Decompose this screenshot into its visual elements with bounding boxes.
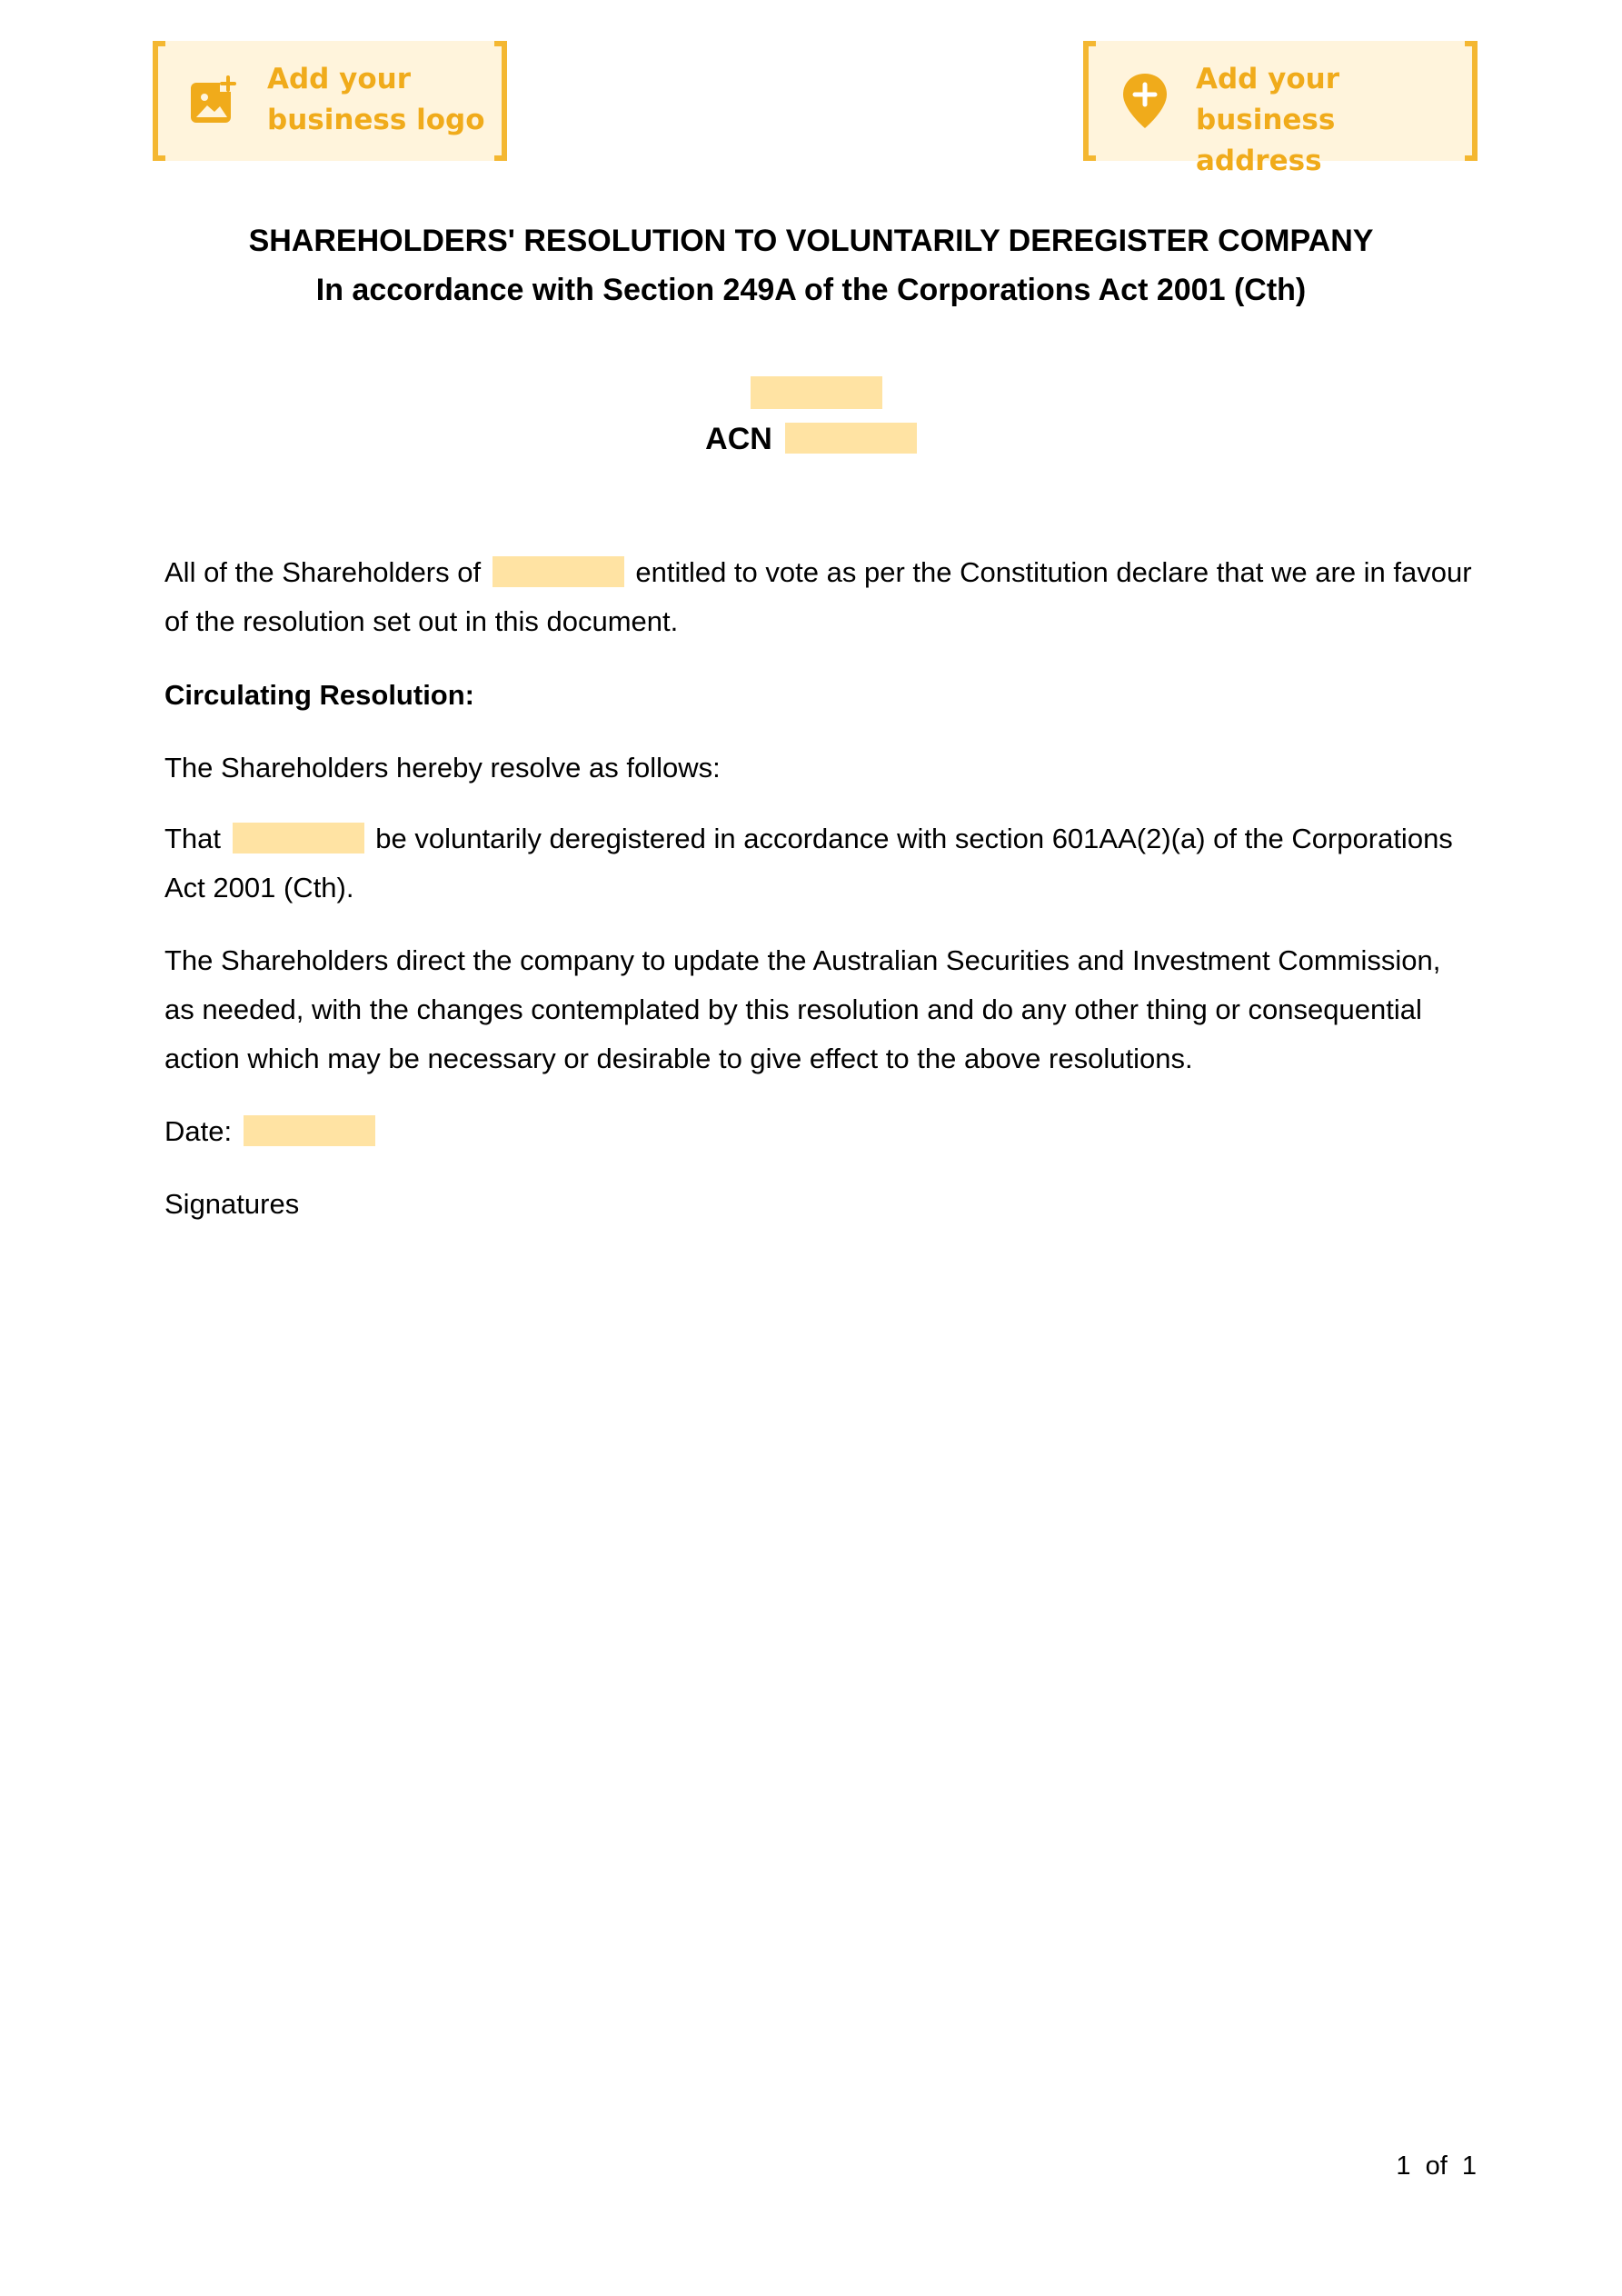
page-number <box>1396 2148 1477 2184</box>
left-bracket <box>1083 41 1096 161</box>
intro-paragraph <box>164 548 1473 646</box>
page-current: 1 <box>1396 2151 1411 2181</box>
circulating-resolution-heading: Circulating Resolution: <box>164 679 474 711</box>
add-logo-placeholder[interactable] <box>153 41 507 161</box>
page-total: 1 <box>1461 2151 1477 2181</box>
add-address-line2: business address <box>1196 104 1336 177</box>
date-line <box>164 1107 1473 1156</box>
add-image-icon <box>189 75 236 126</box>
right-bracket <box>494 41 507 161</box>
company-name-field[interactable] <box>751 376 882 409</box>
company-name-deregister-field[interactable] <box>233 823 364 854</box>
page-of: of <box>1425 2151 1448 2181</box>
intro-text-after: entitled to vote as per the Constitution declare that we are in favour of the resolution set out in this document. <box>164 556 1472 637</box>
acn-label: ACN <box>705 422 772 456</box>
deregister-paragraph <box>164 814 1473 913</box>
acn-line <box>0 420 1622 458</box>
that-text-before: That <box>164 823 222 854</box>
signatures-label: Signatures <box>164 1188 300 1220</box>
document-subtitle: In accordance with Section 249A of the Corporations Act 2001 (Cth) <box>315 273 1307 307</box>
add-address-placeholder[interactable] <box>1083 41 1478 177</box>
acn-field[interactable] <box>785 423 917 454</box>
document-title: SHAREHOLDERS' RESOLUTION TO VOLUNTARILY DEREGISTER COMPANY <box>248 224 1374 258</box>
intro-text-before: All of the Shareholders of <box>164 556 482 588</box>
add-address-label <box>1196 59 1468 182</box>
location-pin-plus-icon <box>1121 72 1169 130</box>
that-text-after: be voluntarily deregistered in accordance with section 601AA(2)(a) of the Corporations Act 2001 (Cth). <box>164 823 1453 903</box>
direct-paragraph: The Shareholders direct the company to update the Australian Securities and Investment Commission, as needed, with the changes contemplated by this resolution and do any other thing or consequential action which may be necessary or desirable to give effect to the above resolutions. <box>164 944 1441 1074</box>
add-logo-line1: Add your <box>267 63 412 95</box>
date-label: Date: <box>164 1115 233 1147</box>
date-field[interactable] <box>244 1115 375 1146</box>
add-logo-line2: business logo <box>267 104 485 136</box>
company-name-inline-field[interactable] <box>493 556 624 587</box>
left-bracket <box>153 41 165 161</box>
add-address-line1: Add your <box>1196 63 1340 95</box>
add-logo-label <box>267 59 485 141</box>
resolve-paragraph: The Shareholders hereby resolve as follows: <box>164 752 721 784</box>
